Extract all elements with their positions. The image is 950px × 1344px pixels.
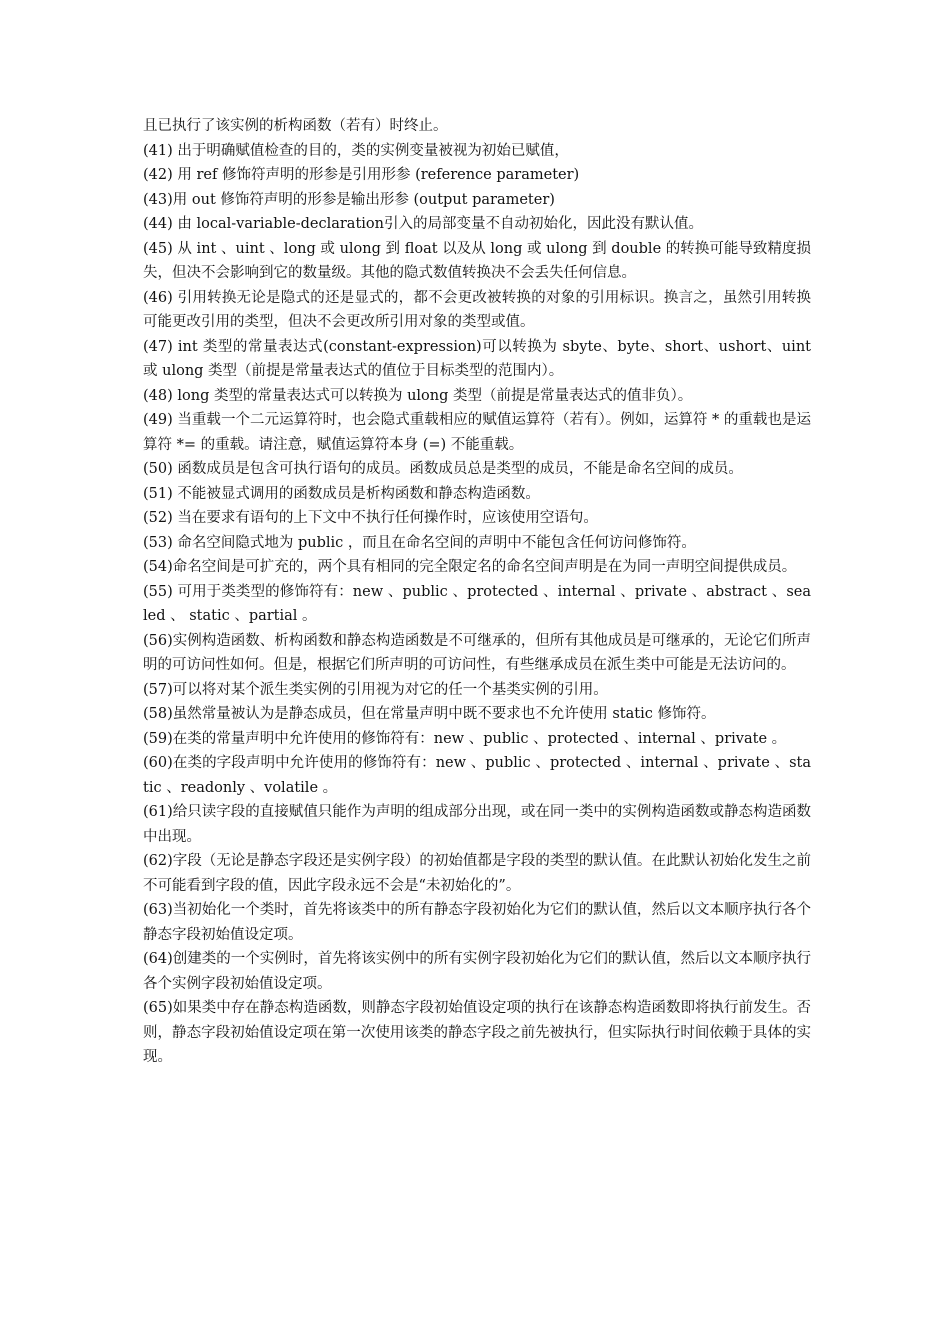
paragraph-57: (57)可以将对某个派生类实例的引用视为对它的任一个基类实例的引用。 [143,681,608,698]
paragraph-41: (41) 出于明确赋值检查的目的，类的实例变量被视为初始已赋值， [143,142,569,159]
paragraph-64: (64)创建类的一个实例时，首先将该实例中的所有实例字段初始化为它们的默认值，然后以文本顺序执行各个实例字段初始值设定项。 [143,951,811,992]
paragraph-55: (55) 可用于类类型的修饰符有：new 、public 、protected 、internal 、private 、abstract 、sealed 、 static 、partial 。 [143,583,811,624]
paragraph-58: (58)虽然常量被认为是静态成员，但在常量声明中既不要求也不允许使用 static 修饰符。 [143,706,716,722]
paragraph-43: (43)用 out 修饰符声明的形参是输出形参 (output parameter) [143,191,555,208]
paragraph-60: (60)在类的字段声明中允许使用的修饰符有：new 、public 、protected 、internal 、private 、static 、readonly 、volatile 。 [143,755,811,796]
paragraph-59: (59)在类的常量声明中允许使用的修饰符有：new 、public 、protected 、internal 、private 。 [143,730,787,747]
paragraph-53: (53) 命名空间隐式地为 public ，而且在命名空间的声明中不能包含任何访问修饰符。 [143,534,696,551]
paragraph-63: (63)当初始化一个类时，首先将该类中的所有静态字段初始化为它们的默认值，然后以文本顺序执行各个静态字段初始值设定项。 [143,902,811,943]
paragraph-50: (50) 函数成员是包含可执行语句的成员。函数成员总是类型的成员，不能是命名空间的成员。 [143,461,743,477]
paragraph-48: (48) long 类型的常量表达式可以转换为 ulong 类型（前提是常量表达式的值非负）。 [143,387,693,404]
paragraph-65: (65)如果类中存在静态构造函数，则静态字段初始值设定项的执行在该静态构造函数即将执行前发生。否则，静态字段初始值设定项在第一次使用该类的静态字段之前先被执行，但实际执行时间依赖于具体的实现。 [143,1000,811,1065]
paragraph-42: (42) 用 ref 修饰符声明的形参是引用形参 (reference parameter) [143,167,580,183]
paragraph-56: (56)实例构造函数、析构函数和静态构造函数是不可继承的，但所有其他成员是可继承的，无论它们所声明的可访问性如何。但是，根据它们所声明的可访问性，有些继承成员在派生类中可能是无法访问的。 [143,632,811,673]
paragraph-52: (52) 当在要求有语句的上下文中不执行任何操作时，应该使用空语句。 [143,510,598,526]
paragraph-46: (46) 引用转换无论是隐式的还是显式的，都不会更改被转换的对象的引用标识。换言之，虽然引用转换可能更改引用的类型，但决不会更改所引用对象的类型或值。 [143,289,811,330]
paragraph-44: (44) 由 local-variable-declaration引入的局部变量不自动初始化，因此没有默认值。 [143,216,703,232]
paragraph-51: (51) 不能被显式调用的函数成员是析构函数和静态构造函数。 [143,485,540,502]
paragraph-62: (62)字段（无论是静态字段还是实例字段）的初始值都是字段的类型的默认值。在此默认初始化发生之前不可能看到字段的值，因此字段永远不会是“未初始化的”。 [143,853,811,894]
paragraph-54: (54)命名空间是可扩充的，两个具有相同的完全限定名的命名空间声明是在为同一声明空间提供成员。 [143,559,797,575]
paragraph-45: (45) 从 int 、uint 、long 或 ulong 到 float 以及从 long 或 ulong 到 double 的转换可能导致精度损失，但决不会影响到它的数量级。其他的隐式数值转换决不会丢失任何信息。 [143,240,811,281]
paragraph-continuation: 且已执行了该实例的析构函数（若有）时终止。 [143,118,448,134]
paragraph-61: (61)给只读字段的直接赋值只能作为声明的组成部分出现，或在同一类中的实例构造函数或静态构造函数中出现。 [143,804,811,845]
paragraph-49: (49) 当重载一个二元运算符时，也会隐式重载相应的赋值运算符（若有）。例如，运算符 * 的重载也是运算符 *= 的重载。请注意，赋值运算符本身 (=) 不能重载。 [143,412,811,453]
paragraph-47: (47) int 类型的常量表达式(constant-expression)可以转换为 sbyte、byte、short、ushort、uint 或 ulong 类型（前提是常量表达式的值位于目标类型的范围内）。 [143,338,811,379]
document-body [143,114,811,1070]
